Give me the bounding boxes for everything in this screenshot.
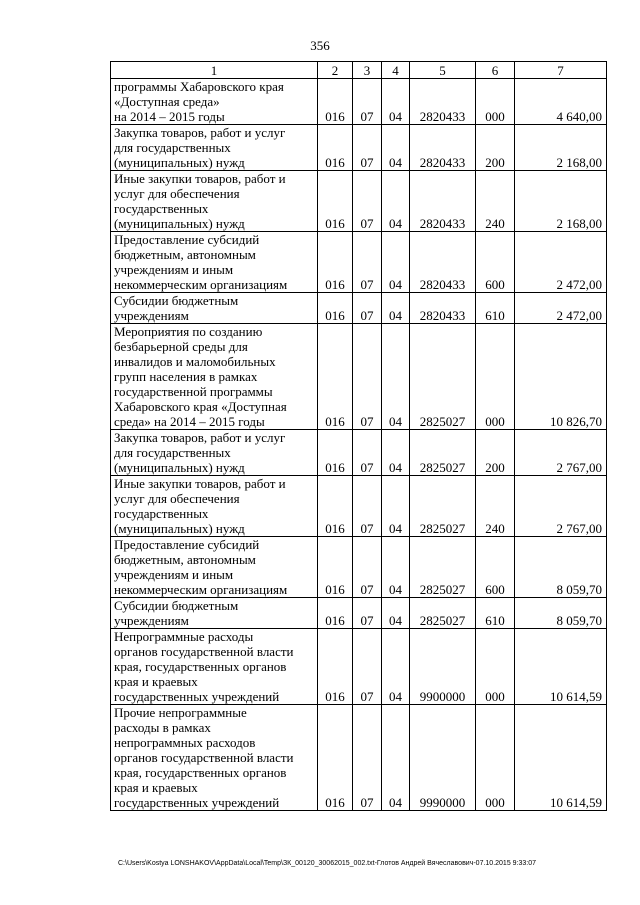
row-name-line: Иные закупки товаров, работ и [114,476,286,491]
row-name-line: учреждениям и иным [114,262,234,277]
table-row [111,324,607,430]
cell-c5: 9900000 [410,629,476,705]
cell-c3: 07 [353,125,382,171]
column-header-7: 7 [515,62,607,79]
row-name [111,79,318,125]
file-path-footer: C:\Users\Kostya LONSHAKOV\AppData\Local\Temp\ЗК_00120_30062015_002.txt-Глотов Андрей Вячеславович-07.10.2015 9:33:07 [118,860,537,867]
row-name-line: услуг для обеспечения [114,491,240,506]
cell-c5: 2825027 [410,537,476,598]
table-row [111,79,607,125]
cell-c7: 4 640,00 [515,79,607,125]
row-name [111,705,318,811]
row-name-line: среда» на 2014 – 2015 годы [114,414,265,429]
cell-c4: 04 [382,705,410,811]
cell-c7: 8 059,70 [515,598,607,629]
cell-c4: 04 [382,125,410,171]
cell-c5: 2825027 [410,476,476,537]
row-name-line: Хабаровского края «Доступная [114,399,287,414]
cell-c6: 610 [476,293,515,324]
cell-c4: 04 [382,79,410,125]
row-name-line: Мероприятия по созданию [114,324,263,339]
row-name-line: Закупка товаров, работ и услуг [114,430,286,445]
table-row [111,598,607,629]
row-name [111,125,318,171]
row-name-line: для государственных [114,140,231,155]
row-name-line: края и краевых [114,780,198,795]
table-row [111,629,607,705]
row-name [111,476,318,537]
row-name-line: бюджетным, автономным [114,552,256,567]
row-name-line: некоммерческим организациям [114,277,288,292]
row-name-line: расходы в рамках [114,720,211,735]
row-name-line: Иные закупки товаров, работ и [114,171,286,186]
cell-c3: 07 [353,430,382,476]
row-name-line: Закупка товаров, работ и услуг [114,125,286,140]
cell-c2: 016 [318,125,353,171]
column-header-5: 5 [410,62,476,79]
table-row [111,232,607,293]
cell-c7: 8 059,70 [515,537,607,598]
row-name-line: «Доступная среда» [114,94,220,109]
row-name-line: края, государственных органов [114,659,287,674]
cell-c6: 610 [476,598,515,629]
row-name [111,324,318,430]
cell-c6: 240 [476,476,515,537]
cell-c3: 07 [353,598,382,629]
cell-c7: 2 472,00 [515,232,607,293]
cell-c5: 2820433 [410,125,476,171]
cell-c6: 600 [476,537,515,598]
cell-c2: 016 [318,232,353,293]
table-row [111,125,607,171]
cell-c6: 200 [476,125,515,171]
row-name-line: Субсидии бюджетным [114,598,239,613]
cell-c3: 07 [353,324,382,430]
row-name-line: (муниципальных) нужд [114,521,245,536]
row-name [111,232,318,293]
row-name-line: учреждениям [114,613,189,628]
cell-c3: 07 [353,171,382,232]
cell-c4: 04 [382,430,410,476]
cell-c7: 10 826,70 [515,324,607,430]
cell-c4: 04 [382,629,410,705]
row-name-line: Предоставление субсидий [114,537,260,552]
row-name-line: края, государственных органов [114,765,287,780]
row-name-line: услуг для обеспечения [114,186,240,201]
row-name-line: государственных учреждений [114,795,280,810]
cell-c4: 04 [382,537,410,598]
cell-c5: 2825027 [410,324,476,430]
cell-c2: 016 [318,79,353,125]
row-name-line: на 2014 – 2015 годы [114,109,225,124]
cell-c7: 2 472,00 [515,293,607,324]
row-name-line: Непрограммные расходы [114,629,254,644]
row-name [111,171,318,232]
cell-c3: 07 [353,705,382,811]
cell-c7: 2 767,00 [515,476,607,537]
cell-c4: 04 [382,171,410,232]
row-name-line: бюджетным, автономным [114,247,256,262]
row-name-line: государственной программы [114,384,273,399]
page-number: 356 [310,38,330,53]
cell-c3: 07 [353,79,382,125]
row-name-line: учреждениям и иным [114,567,234,582]
column-header-2: 2 [318,62,353,79]
row-name-line: края и краевых [114,674,198,689]
row-name-line: государственных [114,506,209,521]
table-row [111,476,607,537]
row-name-line: Предоставление субсидий [114,232,260,247]
row-name-line: инвалидов и маломобильных [114,354,276,369]
cell-c2: 016 [318,324,353,430]
cell-c5: 2820433 [410,79,476,125]
cell-c3: 07 [353,293,382,324]
row-name-line: непрограммных расходов [114,735,256,750]
row-name-line: некоммерческим организациям [114,582,288,597]
row-name-line: для государственных [114,445,231,460]
table-row [111,293,607,324]
cell-c2: 016 [318,430,353,476]
cell-c7: 2 767,00 [515,430,607,476]
row-name-line: органов государственной власти [114,644,294,659]
cell-c3: 07 [353,537,382,598]
column-header-6: 6 [476,62,515,79]
cell-c3: 07 [353,476,382,537]
cell-c6: 240 [476,171,515,232]
cell-c4: 04 [382,476,410,537]
row-name-line: учреждениям [114,308,189,323]
column-header-3: 3 [353,62,382,79]
row-name-line: государственных [114,201,209,216]
cell-c6: 000 [476,324,515,430]
cell-c2: 016 [318,171,353,232]
cell-c6: 000 [476,79,515,125]
cell-c2: 016 [318,598,353,629]
cell-c2: 016 [318,705,353,811]
row-name [111,430,318,476]
cell-c2: 016 [318,537,353,598]
cell-c3: 07 [353,232,382,293]
cell-c6: 000 [476,705,515,811]
cell-c4: 04 [382,293,410,324]
cell-c4: 04 [382,232,410,293]
cell-c5: 9990000 [410,705,476,811]
cell-c6: 000 [476,629,515,705]
cell-c4: 04 [382,324,410,430]
row-name-line: Прочие непрограммные [114,705,247,720]
row-name-line: (муниципальных) нужд [114,460,245,475]
cell-c2: 016 [318,293,353,324]
table-row [111,171,607,232]
cell-c7: 2 168,00 [515,171,607,232]
column-header-4: 4 [382,62,410,79]
row-name-line: безбарьерной среды для [114,339,248,354]
cell-c4: 04 [382,598,410,629]
cell-c6: 200 [476,430,515,476]
cell-c2: 016 [318,476,353,537]
cell-c7: 10 614,59 [515,705,607,811]
row-name-line: (муниципальных) нужд [114,216,245,231]
column-header-1: 1 [111,62,318,79]
table-row [111,430,607,476]
row-name-line: групп населения в рамках [114,369,258,384]
cell-c2: 016 [318,629,353,705]
cell-c7: 2 168,00 [515,125,607,171]
cell-c6: 600 [476,232,515,293]
row-name-line: (муниципальных) нужд [114,155,245,170]
cell-c5: 2820433 [410,293,476,324]
table-row [111,705,607,811]
row-name [111,598,318,629]
cell-c7: 10 614,59 [515,629,607,705]
row-name-line: органов государственной власти [114,750,294,765]
row-name [111,629,318,705]
cell-c5: 2820433 [410,232,476,293]
row-name [111,537,318,598]
cell-c5: 2825027 [410,598,476,629]
row-name-line: государственных учреждений [114,689,280,704]
table-row [111,537,607,598]
cell-c5: 2825027 [410,430,476,476]
header-row [111,62,607,79]
cell-c3: 07 [353,629,382,705]
row-name-line: Субсидии бюджетным [114,293,239,308]
row-name-line: программы Хабаровского края [114,79,284,94]
cell-c5: 2820433 [410,171,476,232]
row-name [111,293,318,324]
budget-table [110,61,607,811]
